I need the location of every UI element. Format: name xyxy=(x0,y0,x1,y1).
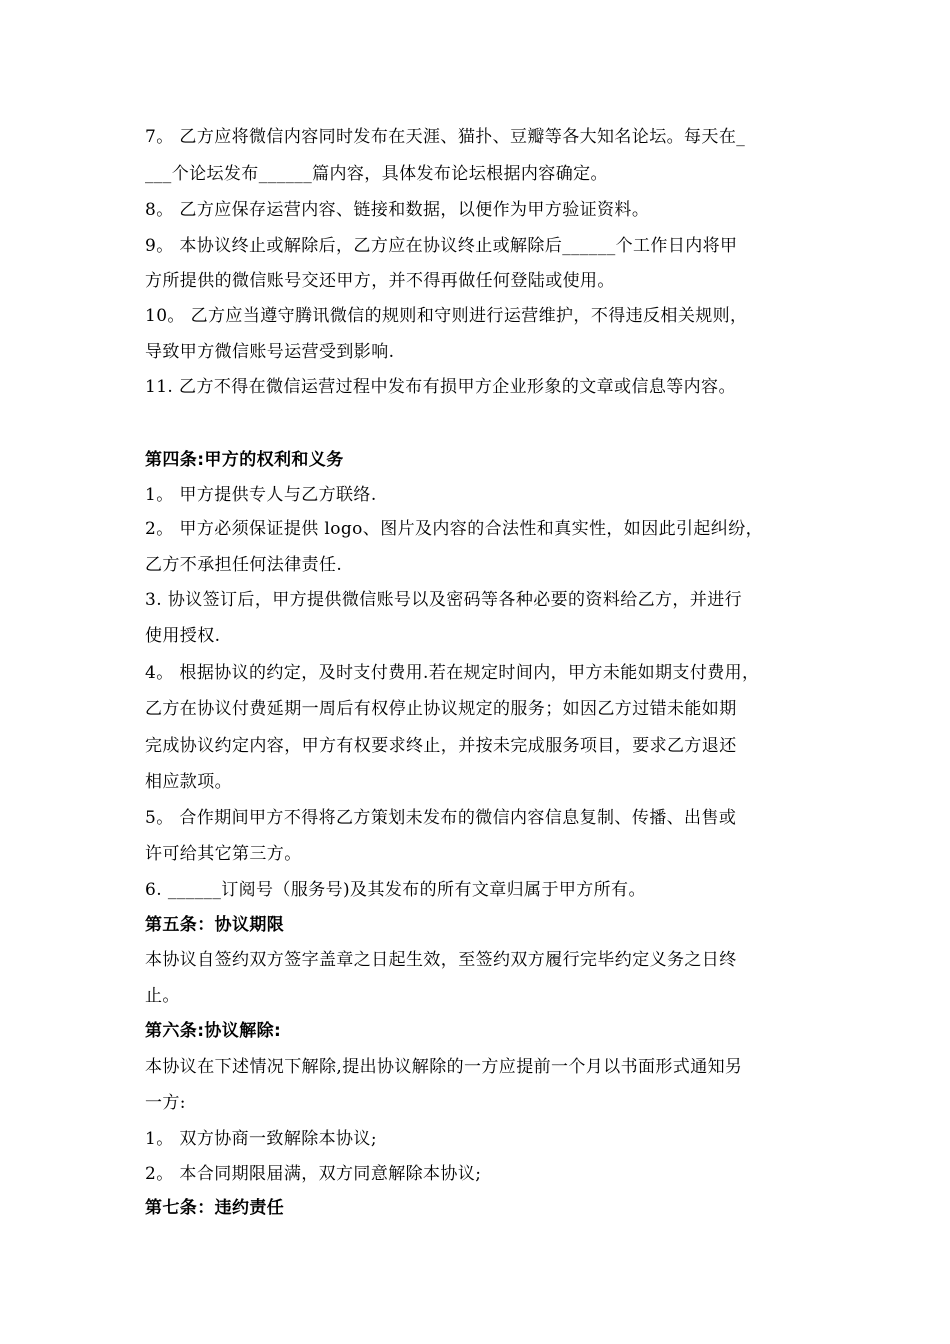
section-6-heading: 第六条:协议解除: xyxy=(145,1021,282,1041)
s4-item-5-line-1: 5。 合作期间甲方不得将乙方策划未发布的微信内容信息复制、传播、出售或 xyxy=(145,808,737,828)
s4-item-6-line-1: 6. ______订阅号（服务号)及其发布的所有文章归属于甲方所有。 xyxy=(145,880,646,900)
s6-line-3: 1。 双方协商一致解除本协议; xyxy=(145,1129,377,1149)
s3-item-11-line-1: 11. 乙方不得在微信运营过程中发布有损甲方企业形象的文章或信息等内容。 xyxy=(145,377,736,397)
s4-item-4-line-3: 完成协议约定内容，甲方有权要求终止，并按未完成服务项目，要求乙方退还 xyxy=(145,736,737,756)
s4-item-4-line-4: 相应款项。 xyxy=(145,772,232,792)
s4-item-4-line-2: 乙方在协议付费延期一周后有权停止协议规定的服务；如因乙方过错未能如期 xyxy=(145,699,737,719)
s3-item-7-line-2: ___个论坛发布______篇内容，具体发布论坛根据内容确定。 xyxy=(145,164,608,184)
s4-item-1-line-1: 1。 甲方提供专人与乙方联络. xyxy=(145,485,377,505)
s4-item-2-line-2: 乙方不承担任何法律责任. xyxy=(145,555,343,575)
s5-line-1: 本协议自签约双方签字盖章之日起生效，至签约双方履行完毕约定义务之日终 xyxy=(145,950,737,970)
section-7-heading: 第七条：违约责任 xyxy=(145,1198,285,1218)
s5-line-2: 止。 xyxy=(145,986,180,1006)
s4-item-5-line-2: 许可给其它第三方。 xyxy=(145,844,302,864)
s6-line-2: 一方: xyxy=(145,1093,186,1113)
s6-line-4: 2。 本合同期限届满，双方同意解除本协议; xyxy=(145,1164,482,1184)
section-5-heading: 第五条：协议期限 xyxy=(145,915,285,935)
s4-item-3-line-1: 3. 协议签订后，甲方提供微信账号以及密码等各种必要的资料给乙方，并进行 xyxy=(145,590,743,610)
s3-item-7-line-1: 7。 乙方应将微信内容同时发布在天涯、猫扑、豆瓣等各大知名论坛。每天在_ xyxy=(145,127,746,147)
s3-item-9-line-2: 方所提供的微信账号交还甲方，并不得再做任何登陆或使用。 xyxy=(145,271,615,291)
s3-item-10-line-1: 10。 乙方应当遵守腾讯微信的规则和守则进行运营维护，不得违反相关规则， xyxy=(145,306,748,326)
section-4-heading: 第四条:甲方的权利和义务 xyxy=(145,450,344,470)
s4-item-3-line-2: 使用授权. xyxy=(145,626,221,646)
s3-item-10-line-2: 导致甲方微信账号运营受到影响. xyxy=(145,342,395,362)
s6-line-1: 本协议在下述情况下解除,提出协议解除的一方应提前一个月以书面形式通知另 xyxy=(145,1057,743,1077)
s4-item-2-line-1: 2。 甲方必须保证提供 logo、图片及内容的合法性和真实性，如因此引起纠纷， xyxy=(145,519,764,539)
s3-item-9-line-1: 9。 本协议终止或解除后，乙方应在协议终止或解除后______个工作日内将甲 xyxy=(145,236,738,256)
s4-item-4-line-1: 4。 根据协议的约定，及时支付费用.若在规定时间内，甲方未能如期支付费用， xyxy=(145,663,760,683)
s3-item-8-line-1: 8。 乙方应保存运营内容、链接和数据，以便作为甲方验证资料。 xyxy=(145,200,650,220)
